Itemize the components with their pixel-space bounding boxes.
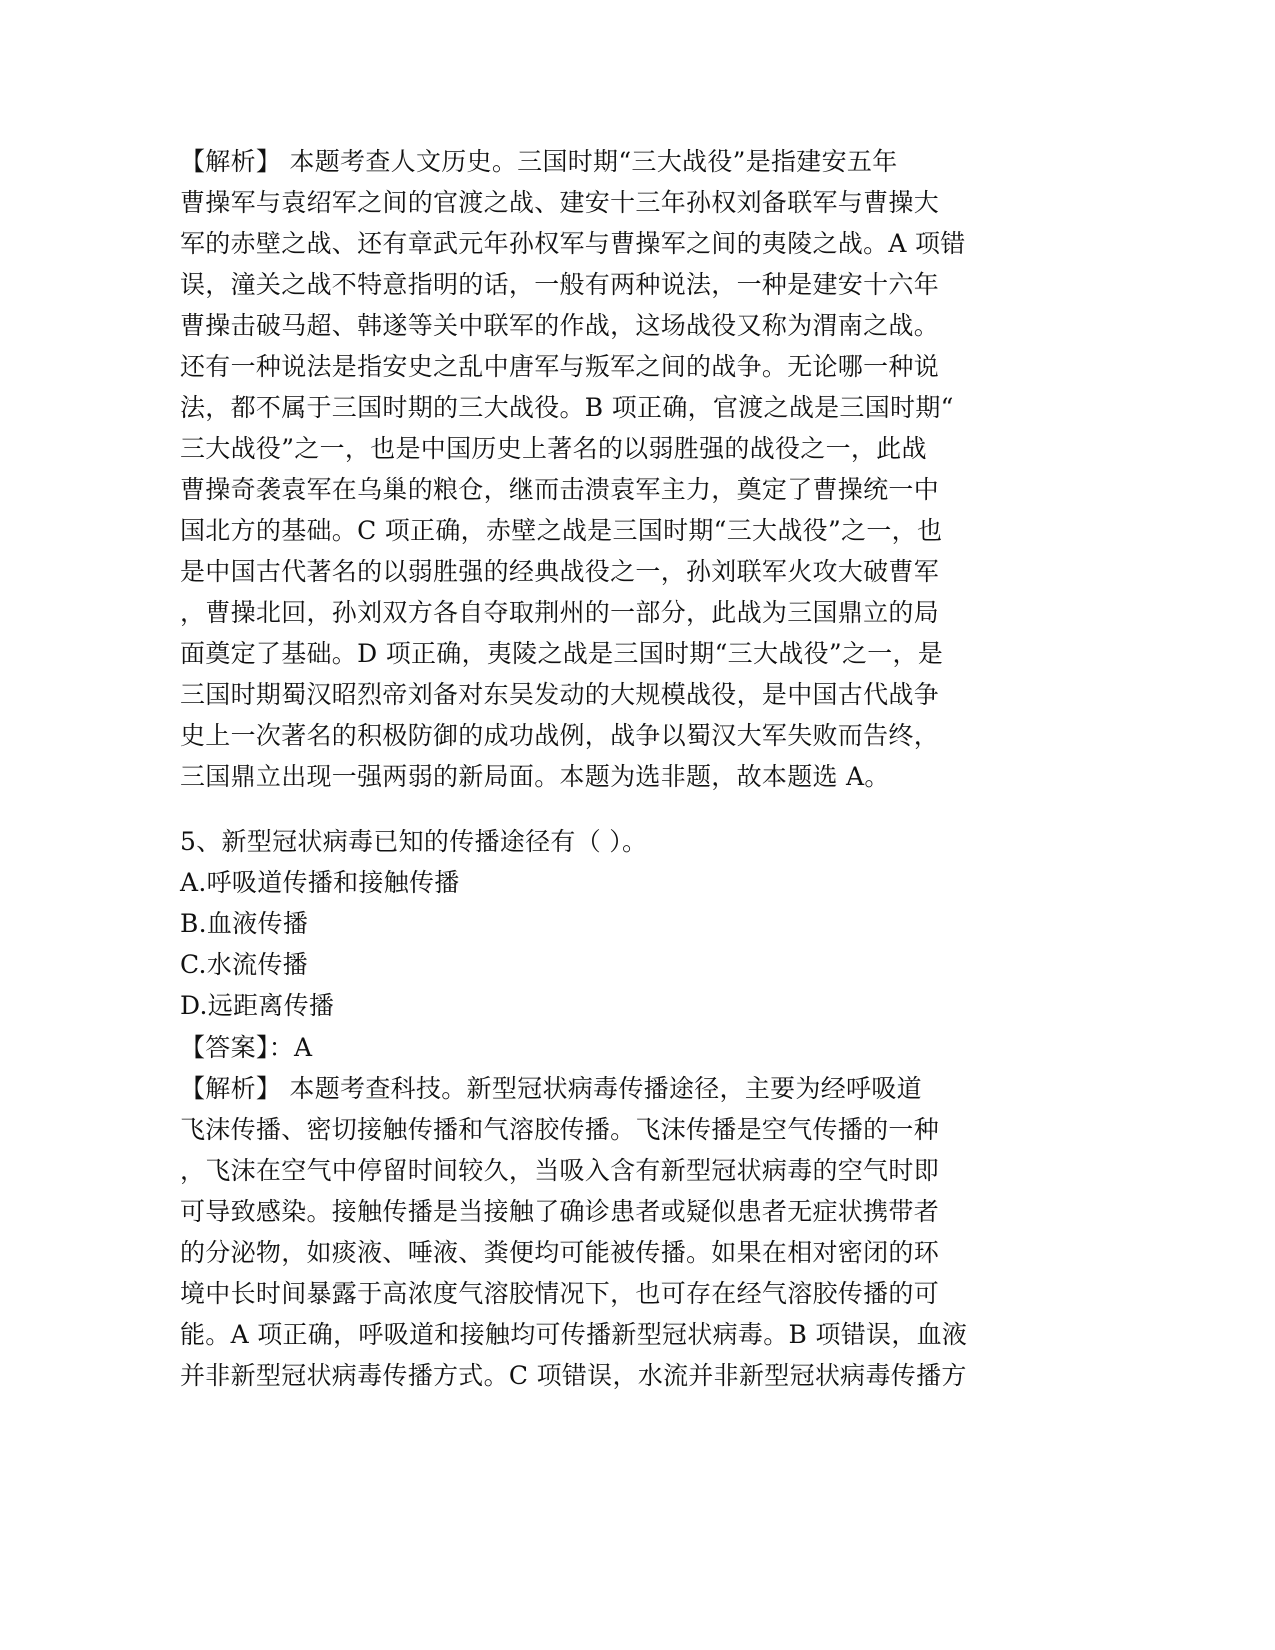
analysis-line: 【解析】 本题考查人文历史。三国时期“三大战役”是指建安五年 [180,147,898,176]
option-d: D.远距离传播 [180,991,335,1020]
answer-line: 【答案】：A [180,1033,313,1062]
option-b: B.血液传播 [180,909,309,938]
analysis-line: 国北方的基础。C 项正确，赤壁之战是三国时期“三大战役”之一，也 [180,516,943,545]
analysis-line: 面奠定了基础。D 项正确，夷陵之战是三国时期“三大战役”之一，是 [180,639,944,668]
analysis-line: 可导致感染。接触传播是当接触了确诊患者或疑似患者无症状携带者 [180,1197,940,1226]
option-c: C.水流传播 [180,950,308,979]
analysis-line: 军的赤壁之战、还有章武元年孙权军与曹操军之间的夷陵之战。A 项错 [180,229,966,258]
analysis-line: 能。A 项正确，呼吸道和接触均可传播新型冠状病毒。B 项错误，血液 [180,1320,968,1349]
analysis-line: 的分泌物，如痰液、唾液、粪便均可能被传播。如果在相对密闭的环 [180,1238,940,1267]
analysis-line: 三国时期蜀汉昭烈帝刘备对东吴发动的大规模战役，是中国古代战争 [180,680,940,709]
question-stem: 5、新型冠状病毒已知的传播途径有（ ）。 [180,827,648,856]
analysis-line: 三大战役”之一，也是中国历史上著名的以弱胜强的战役之一，此战 [180,434,927,463]
analysis-line: 还有一种说法是指安史之乱中唐军与叛军之间的战争。无论哪一种说 [180,352,940,381]
option-a: A.呼吸道传播和接触传播 [180,868,460,897]
analysis-line: 三国鼎立出现一强两弱的新局面。本题为选非题，故本题选 A。 [180,762,890,791]
analysis-line: 史上一次著名的积极防御的成功战例，战争以蜀汉大军失败而告终， [180,721,940,750]
analysis-line: 飞沫传播、密切接触传播和气溶胶传播。飞沫传播是空气传播的一种 [180,1115,940,1144]
analysis-line: 误，潼关之战不特意指明的话，一般有两种说法，一种是建安十六年 [180,270,940,299]
analysis-line: 【解析】 本题考查科技。新型冠状病毒传播途径，主要为经呼吸道 [180,1074,922,1103]
analysis-line: 法，都不属于三国时期的三大战役。B 项正确，官渡之战是三国时期“ [180,393,954,422]
analysis-line: 并非新型冠状病毒传播方式。C 项错误，水流并非新型冠状病毒传播方 [180,1361,967,1390]
analysis-line: 曹操军与袁绍军之间的官渡之战、建安十三年孙权刘备联军与曹操大 [180,188,940,217]
analysis-line: ，飞沫在空气中停留时间较久，当吸入含有新型冠状病毒的空气时即 [180,1156,940,1185]
analysis-line: 是中国古代著名的以弱胜强的经典战役之一，孙刘联军火攻大破曹军 [180,557,940,586]
analysis-line: 曹操奇袭袁军在乌巢的粮仓，继而击溃袁军主力，奠定了曹操统一中 [180,475,940,504]
analysis-line: ，曹操北回，孙刘双方各自夺取荆州的一部分，此战为三国鼎立的局 [180,598,940,627]
analysis-line: 境中长时间暴露于高浓度气溶胶情况下，也可存在经气溶胶传播的可 [180,1279,940,1308]
analysis-line: 曹操击破马超、韩遂等关中联军的作战，这场战役又称为渭南之战。 [180,311,940,340]
